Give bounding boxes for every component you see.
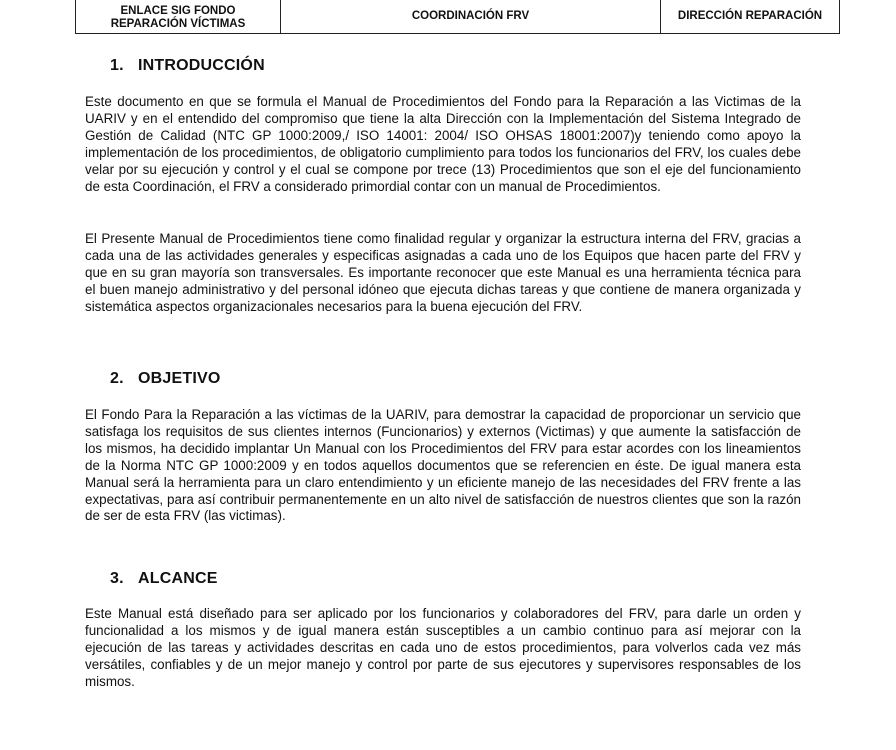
section-number: 2. bbox=[110, 370, 124, 387]
section-number: 3. bbox=[110, 570, 124, 587]
header-cell-coordinacion bbox=[281, 0, 661, 33]
section-title: OBJETIVO bbox=[138, 370, 221, 387]
section-title: ALCANCE bbox=[138, 570, 218, 587]
header-left-line2: REPARACIÓN VÍCTIMAS bbox=[110, 17, 246, 30]
paragraph-introduccion-1: Este documento en que se formula el Manual de Procedimientos del Fondo para la Reparación a las Victimas de la UARIV y en el entendido del compromiso que tiene la alta Dirección con la Implementación del Sistema Integrado de Gestión de Calidad (NTC GP 1000:2009,/ ISO 14001: 2004/ ISO OHSAS 18001:2007)y teniendo como apoyo la implementación de los procedimientos, de obligatorio cumplimiento para todos los funcionarios del FRV, los cuales debe velar por su ejecución y control y el cual se compone por trece (13) Procedimientos que son el eje del funcionamiento de esta Coordinación, el FRV a considerado primordial contar con un manual de Procedimientos. bbox=[85, 94, 801, 194]
section-heading-objetivo bbox=[110, 370, 221, 388]
section-heading-alcance bbox=[110, 570, 218, 588]
header-cell-direccion bbox=[661, 0, 839, 33]
paragraph-introduccion-2: El Presente Manual de Procedimientos tiene como finalidad regular y organizar la estructura interna del FRV, gracias a cada una de las actividades generales y especificas asignadas a cada uno de los Equipos que hacen parte del FRV y que en su gran mayoría son transversales. Es importante reconocer que este Manual es una herramienta técnica para el buen manejo administrativo y del personal idóneo que ejecuta dichas tareas y que contiene de manera organizada y sistemática aspectos organizacionales necesarios para la buena ejecución del FRV. bbox=[85, 231, 801, 314]
section-title: INTRODUCCIÓN bbox=[138, 57, 265, 74]
document-header-table bbox=[75, 0, 840, 34]
paragraph-alcance: Este Manual está diseñado para ser aplicado por los funcionarios y colaboradores del FRV, para darle un orden y funcionalidad a los mismos y de igual manera están susceptibles a un cambio continuo para así mejorar con la ejecución de las tareas y actividades descritas en cada uno de estos procedimientos, para volverlos cada vez más versátiles, confiables y de un mejor manejo y control por parte de sus ejecutores y supervisores responsables de los mismos. bbox=[85, 606, 801, 689]
header-center-label: COORDINACIÓN FRV bbox=[411, 10, 530, 22]
header-right-label: DIRECCIÓN REPARACIÓN bbox=[677, 10, 823, 22]
section-heading-introduccion bbox=[110, 57, 265, 75]
header-left-line1: ENLACE SIG FONDO bbox=[120, 4, 236, 17]
section-number: 1. bbox=[110, 57, 124, 74]
paragraph-objetivo: El Fondo Para la Reparación a las víctimas de la UARIV, para demostrar la capacidad de proporcionar un servicio que satisfaga los requisitos de sus clientes internos (Funcionarios) y externos (Victimas) y que aumente la satisfacción de los mismos, ha decidido implantar Un Manual con los Procedimientos del FRV para estar acordes con los lineamientos de la Norma NTC GP 1000:2009 y en todos aquellos documentos que se referencien en éste. De igual manera esta Manual será la herramienta para un claro entendimiento y un eficiente manejo de las necesidades del FRV frente a las expectativas, para así contribuir permanentemente en un alto nivel de satisfacción de nuestros clientes que son la razón de ser de esta FRV (las victimas). bbox=[85, 407, 801, 524]
header-cell-enlace bbox=[76, 0, 281, 33]
